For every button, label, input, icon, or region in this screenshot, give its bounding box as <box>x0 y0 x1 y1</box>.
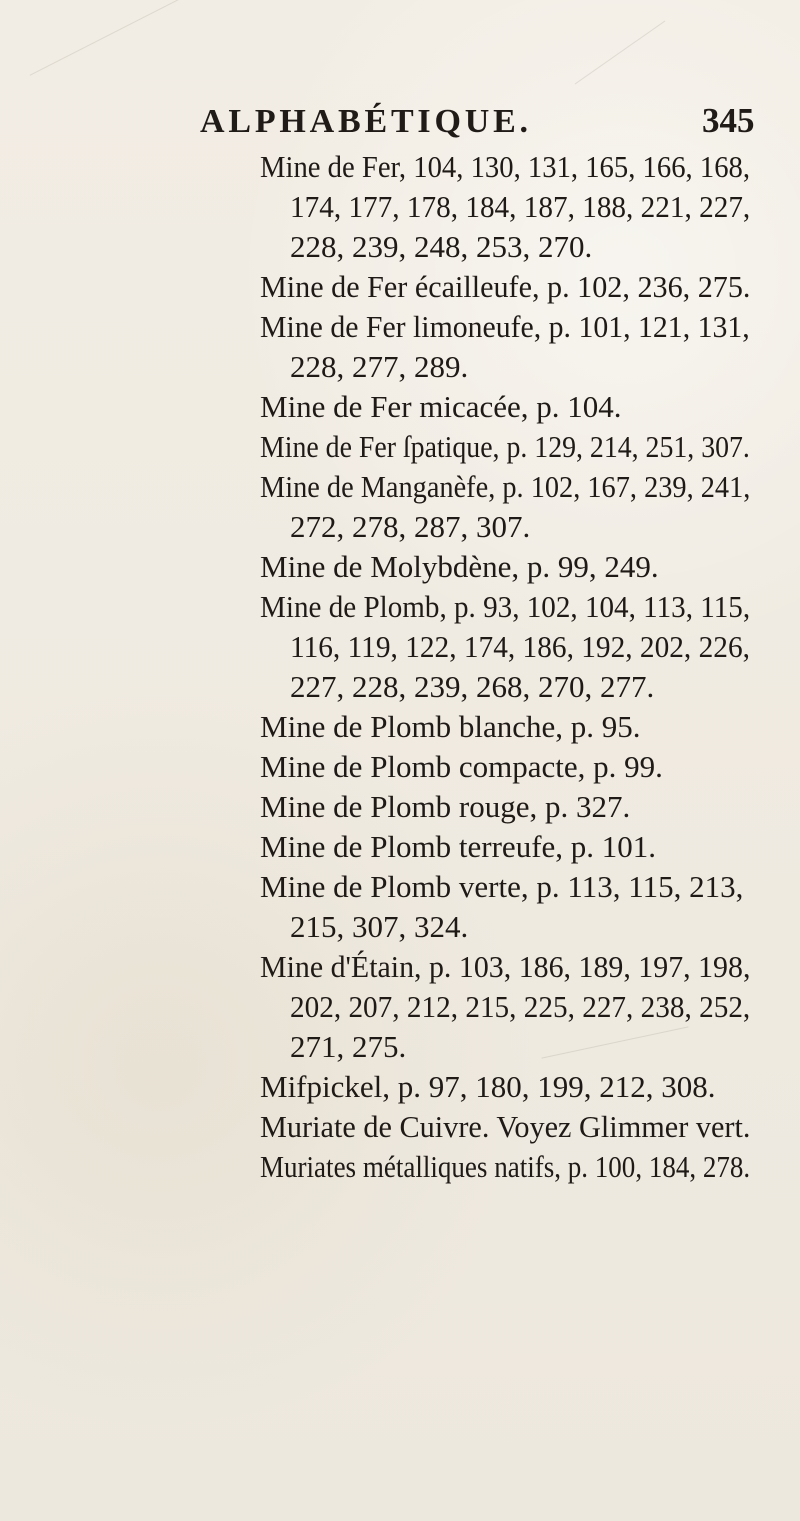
entry-line-text: Mine de Plomb rouge, p. 327. <box>260 789 631 824</box>
entry-line-text: Mine de Manganèfe, p. 102, 167, 239, 241, <box>260 469 751 504</box>
entry-line-text: 202, 207, 212, 215, 225, 227, 238, 252, <box>290 989 751 1024</box>
entry-line <box>0 587 800 627</box>
entry-line <box>0 787 800 827</box>
entry-line-text: 271, 275. <box>290 1029 407 1064</box>
index-entry <box>0 467 800 547</box>
entry-line-text: 174, 177, 178, 184, 187, 188, 221, 227, <box>290 189 751 224</box>
entry-line-text: Mine de Plomb verte, p. 113, 115, 213, <box>260 869 744 904</box>
entry-line-text: Mine de Plomb, p. 93, 102, 104, 113, 115, <box>260 589 751 624</box>
entry-line-text: 228, 277, 289. <box>290 349 469 384</box>
entry-line-text: Mine de Plomb terreufe, p. 101. <box>260 829 657 864</box>
index-entry <box>0 1147 800 1187</box>
entry-line <box>0 387 800 427</box>
entry-line-text: Mine de Plomb compacte, p. 99. <box>260 749 663 784</box>
entry-line-text: 272, 278, 287, 307. <box>290 509 531 544</box>
entry-line <box>0 147 800 187</box>
entry-line <box>0 907 800 947</box>
entry-line-text: Mine de Plomb blanche, p. 95. <box>260 709 641 744</box>
index-entry <box>0 307 800 387</box>
entry-line <box>0 1107 800 1147</box>
entry-line-text: Mine d'Étain, p. 103, 186, 189, 197, 198, <box>260 949 751 984</box>
index-entry <box>0 387 800 427</box>
index-entry <box>0 547 800 587</box>
entry-line <box>0 187 800 227</box>
entry-line <box>0 1027 800 1067</box>
entry-line-text: Mifpickel, p. 97, 180, 199, 212, 308. <box>260 1069 716 1104</box>
index-entry <box>0 267 800 307</box>
entry-line <box>0 507 800 547</box>
entry-line <box>0 747 800 787</box>
index-entry <box>0 867 800 947</box>
index-entry <box>0 747 800 787</box>
index-entry <box>0 587 800 707</box>
entry-line <box>0 267 800 307</box>
index-entries <box>0 147 800 1187</box>
index-entry <box>0 1067 800 1107</box>
entry-line <box>0 827 800 867</box>
entry-line-text: 215, 307, 324. <box>290 909 469 944</box>
index-entry <box>0 947 800 1067</box>
entry-line-text: 228, 239, 248, 253, 270. <box>290 229 593 264</box>
page-header <box>0 75 800 140</box>
index-entry <box>0 787 800 827</box>
running-head: ALPHABÉTIQUE. <box>200 103 532 140</box>
entry-line-text: Mine de Fer, 104, 130, 131, 165, 166, 168, <box>260 149 751 184</box>
entry-line <box>0 427 800 467</box>
entry-line-text: Mine de Fer écailleufe, p. 102, 236, 275. <box>260 269 751 304</box>
index-entry <box>0 427 800 467</box>
entry-line <box>0 307 800 347</box>
entry-line-text: 227, 228, 239, 268, 270, 277. <box>290 669 655 704</box>
entry-line-text: 116, 119, 122, 174, 186, 192, 202, 226, <box>290 629 750 664</box>
entry-line <box>0 547 800 587</box>
index-entry <box>0 827 800 867</box>
entry-line-text: Muriates métalliques natifs, p. 100, 184, 278. <box>260 1149 751 1184</box>
entry-line-text: Mine de Molybdène, p. 99, 249. <box>260 549 659 584</box>
entry-line <box>0 1147 800 1187</box>
entry-line-text: Mine de Fer ſpatique, p. 129, 214, 251, 307. <box>260 429 750 464</box>
page-number: 345 <box>702 101 755 140</box>
index-entry <box>0 707 800 747</box>
entry-line <box>0 867 800 907</box>
entry-line <box>0 347 800 387</box>
entry-line <box>0 987 800 1027</box>
entry-line-text: Mine de Fer limoneufe, p. 101, 121, 131, <box>260 309 750 344</box>
entry-line-text: Mine de Fer micacée, p. 104. <box>260 389 622 424</box>
index-entry <box>0 1107 800 1147</box>
entry-line-text: Muriate de Cuivre. Voyez Glimmer vert. <box>260 1109 751 1144</box>
paper-mark <box>30 0 191 76</box>
entry-line <box>0 227 800 267</box>
entry-line <box>0 467 800 507</box>
entry-line <box>0 1067 800 1107</box>
entry-line <box>0 667 800 707</box>
entry-line <box>0 947 800 987</box>
entry-line <box>0 707 800 747</box>
entry-line <box>0 627 800 667</box>
index-entry <box>0 147 800 267</box>
